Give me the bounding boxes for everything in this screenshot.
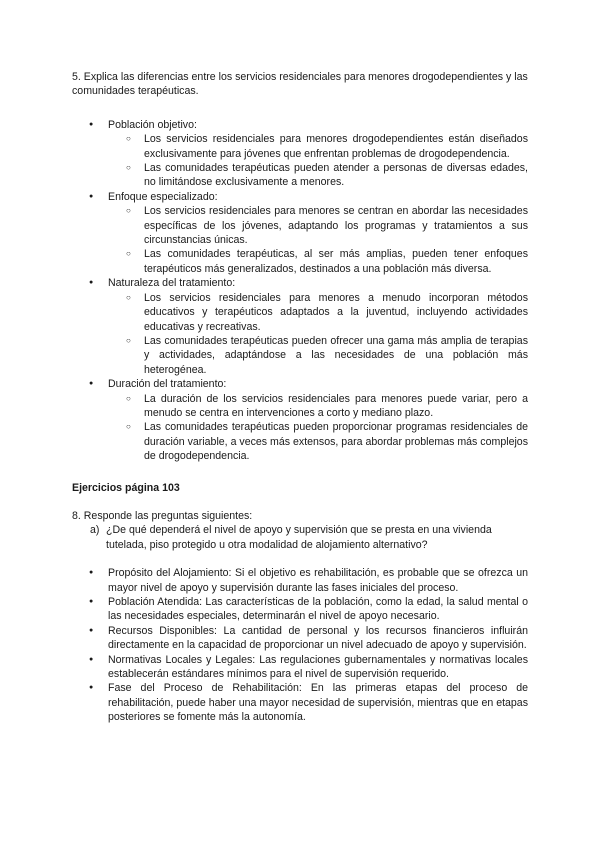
- difference-sublist: [108, 132, 528, 190]
- difference-item: [72, 377, 528, 463]
- difference-sublist: [108, 291, 528, 377]
- sub-question-text: ¿De qué dependerá el nivel de apoyo y supervisión que se presta en una vivienda tutelada, piso protegido u otra modalidad de alojamiento alternativo?: [106, 524, 492, 551]
- answer-item: ● Normativas Locales y Legales: Las regulaciones gubernamentales y normativas locales establecerán estándares mínimos para el nivel de supervisión requerido.: [72, 653, 528, 682]
- difference-detail: ○ Los servicios residenciales para menores se centran en abordar las necesidades específicas de los jóvenes, adaptando los programas y tratamientos a sus circunstancias únicas.: [72, 204, 528, 247]
- answer-item: ● Recursos Disponibles: La cantidad de personal y los recursos financieros influirán directamente en la capacidad de proporcionar un nivel adecuado de apoyo y supervisión.: [72, 624, 528, 653]
- sub-question-a: [72, 523, 528, 552]
- document-page: [72, 70, 528, 725]
- difference-detail: ○ Las comunidades terapéuticas pueden atender a personas de diversas edades, no limitándose exclusivamente a menores.: [72, 161, 528, 190]
- difference-label: Naturaleza del tratamiento:: [108, 277, 236, 290]
- difference-item: [72, 276, 528, 377]
- differences-list: [72, 118, 528, 464]
- difference-detail: ○ Las comunidades terapéuticas, al ser más amplias, pueden tener enfoques terapéuticos más generalizados, destinados a una población más diversa.: [72, 247, 528, 276]
- question-8: 8. Responde las preguntas siguientes:: [72, 509, 253, 522]
- answer-item: ● Población Atendida: Las características de la población, como la edad, la salud mental o las necesidades especiales, determinarán el nivel de apoyo necesario.: [72, 595, 528, 624]
- answer-item: ● Fase del Proceso de Rehabilitación: En las primeras etapas del proceso de rehabilitación, puede haber una mayor necesidad de supervisión, mientras que en etapas posteriores se fomente más la autonomía.: [72, 681, 528, 724]
- difference-detail: ○ Las comunidades terapéuticas pueden ofrecer una gama más amplia de terapias y actividades, adaptándose a las necesidades de una población más heterogénea.: [72, 334, 528, 377]
- sub-question-label: a): [90, 524, 100, 537]
- difference-detail: ○ Los servicios residenciales para menores drogodependientes están diseñados exclusivamente para jóvenes que enfrentan problemas de drogodependencia.: [72, 132, 528, 161]
- difference-sublist: [108, 204, 528, 276]
- answer-item: ● Propósito del Alojamiento: Si el objetivo es rehabilitación, es probable que se ofrezca un mayor nivel de apoyo y supervisión durante las fases iniciales del proceso.: [72, 566, 528, 595]
- question-5: 5. Explica las diferencias entre los servicios residenciales para menores drogodependientes y las comunidades terapéuticas.: [72, 71, 528, 98]
- difference-item: [72, 118, 528, 190]
- difference-detail: ○ Las comunidades terapéuticas pueden proporcionar programas residenciales de duración variable, a veces más extensos, para abordar problemas más complejos de drogodependencia.: [72, 420, 528, 463]
- difference-detail: ○ Los servicios residenciales para menores a menudo incorporan métodos educativos y terapéuticos adaptados a la juventud, incluyendo actividades educativas y recreativas.: [72, 291, 528, 334]
- difference-label: Duración del tratamiento:: [108, 378, 227, 391]
- section-heading: Ejercicios página 103: [72, 481, 180, 494]
- difference-sublist: [108, 392, 528, 464]
- difference-label: Población objetivo:: [108, 118, 197, 131]
- difference-label: Enfoque especializado:: [108, 190, 218, 203]
- difference-detail: ○ La duración de los servicios residenciales para menores puede variar, pero a menudo se centra en intervenciones a corto y mediano plazo.: [72, 392, 528, 421]
- difference-item: [72, 190, 528, 276]
- answers-list: [72, 566, 528, 724]
